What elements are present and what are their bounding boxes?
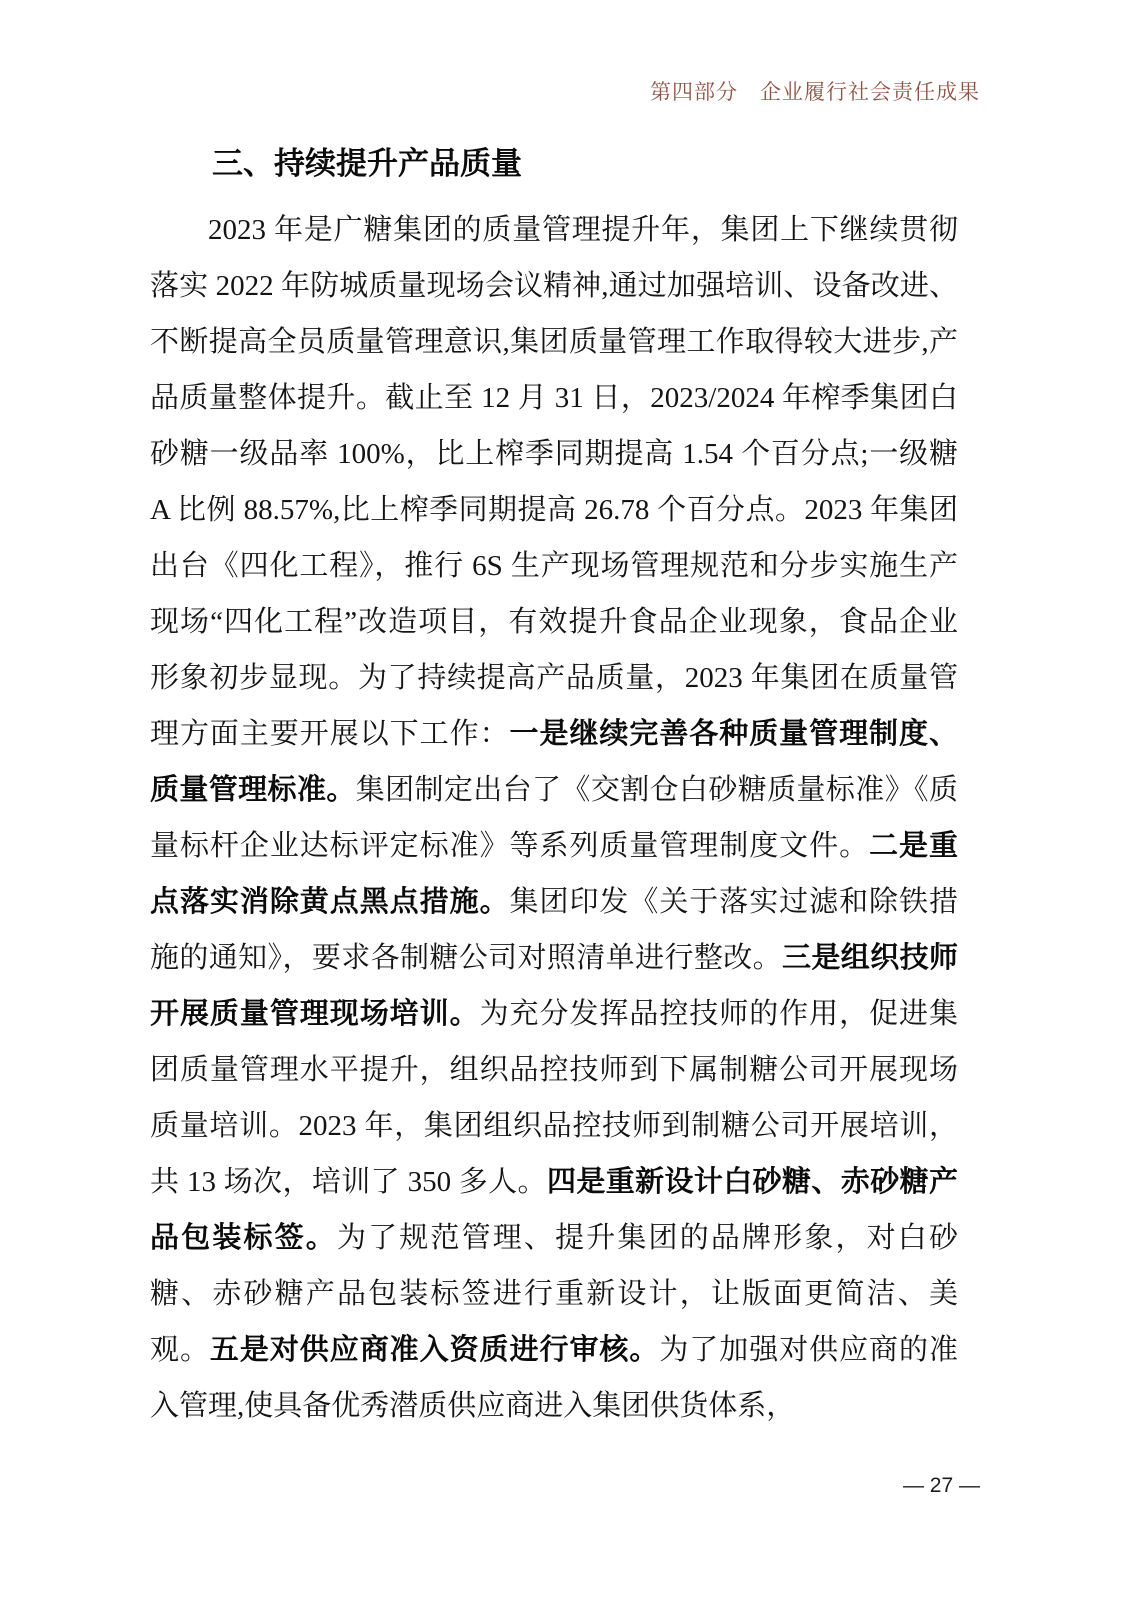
text-segment: 2023 年是广糖集团的质量管理提升年，集团上下继续贯彻落实 2022 年防城质量现场会议精神,通过加强培训、设备改进、不断提高全员质量管理意识,集团质量管理工作取得较大进步,产品质量整体提升。截止至 12 月 31 日，2023/2024 年榨季集团白砂糖一级品率 100%，比上榨季同期提高 1.54 个百分点;一级糖 A 比例 88.57%,比上榨季同期提高 26.78 个百分点。2023 年集团出台《四化工程》，推行 6S 生产现场管理规范和分步实施生产现场“四化工程”改造项目，有效提升食品企业现象，食品企业形象初步显现。为了持续提高产品质量，2023 年集团在质量管理方面主要开展以下工作： xyxy=(150,214,958,750)
emphasis-segment: 五是对供应商准入资质进行审核。 xyxy=(209,1334,660,1366)
running-header: 第四部分 企业履行社会责任成果 xyxy=(650,80,980,104)
emphasis-segment: 二是重点落实消除黄点黑点措施。 xyxy=(150,830,958,918)
text-segment: 为充分发挥品控技师的作用，促进集团质量管理水平提升，组织品控技师到下属制糖公司开展现场质量培训。2023 年，集团组织品控技师到制糖公司开展培训，共 13 场次，培训了 350 多人。 xyxy=(150,998,958,1198)
page-content xyxy=(150,142,958,1434)
text-segment: 集团制定出台了《交割仓白砂糖质量标准》《质量标杆企业达标评定标准》等系列质量管理制度文件。 xyxy=(150,774,958,862)
emphasis-segment: 一是继续完善各种质量管理制度、质量管理标准。 xyxy=(150,718,958,806)
emphasis-segment: 三是组织技师开展质量管理现场培训。 xyxy=(150,942,958,1030)
emphasis-segment: 四是重新设计白砂糖、赤砂糖产品包装标签。 xyxy=(150,1166,958,1254)
body-paragraph xyxy=(150,202,958,1434)
section-heading: 三、持续提升产品质量 xyxy=(212,146,522,181)
text-segment: 为了加强对供应商的准入管理,使具备优秀潜质供应商进入集团供货体系， xyxy=(150,1334,958,1422)
text-segment: 为了规范管理、提升集团的品牌形象，对白砂糖、赤砂糖产品包装标签进行重新设计，让版面更简洁、美观。 xyxy=(150,1222,958,1366)
text-segment: 集团印发《关于落实过滤和除铁措施的通知》，要求各制糖公司对照清单进行整改。 xyxy=(150,886,958,974)
page-number: — 27 — xyxy=(902,1474,980,1497)
